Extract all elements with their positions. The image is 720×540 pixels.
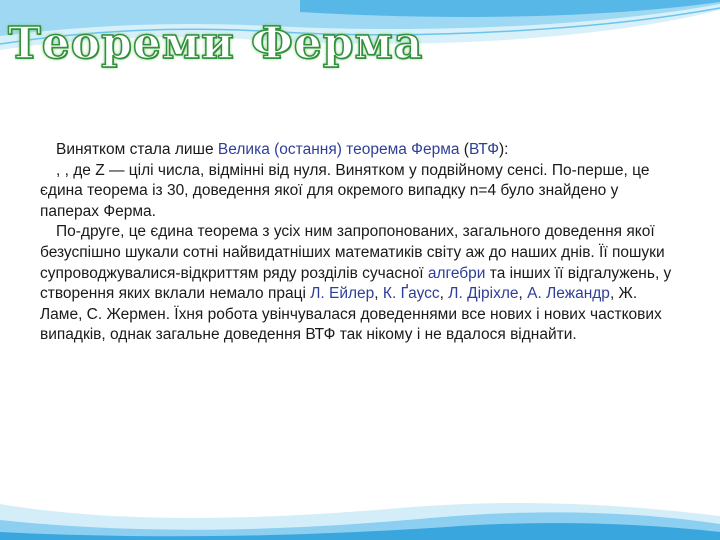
link-algebra[interactable]: алгебри [427, 264, 486, 282]
link-great-theorem[interactable]: Велика (остання) теорема Ферма [217, 141, 460, 158]
p1-text-2: ( [459, 141, 469, 158]
link-gauss[interactable]: К. Ґаусс [382, 285, 440, 303]
p2-text-1: По-друге, це єдина теорема з усіх ним запропонованих, загального доведення якої безуспішно шукали сотні найвидатніших математиків світу аж до наших днів. Її пошуки супроводжувалися-відкриттям ряду розділів сучасної [40, 223, 665, 282]
paragraph-1 [40, 140, 680, 222]
p2-text-3: , Ж. Ламе, С. Жермен. Їхня робота увінчувалася доведеннями все нових і нових часткових випадків, однак загальне доведення ВТФ так нікому і не вдалося віднайти. [40, 285, 662, 344]
paragraph-2 [40, 222, 680, 346]
p1-text-1: Винятком стала лише [56, 141, 218, 158]
link-euler[interactable]: Л. Ейлер [310, 285, 375, 303]
p2-text-2: та інших її відгалужень, у створення яких вклали немало праці [40, 264, 672, 303]
link-btf[interactable]: ВТФ [468, 141, 499, 158]
p2-sep-1: , [374, 285, 383, 303]
slide-title: Теореми Ферма [8, 18, 424, 69]
p2-sep-2: , [439, 285, 449, 303]
p1-text-3: ): [498, 141, 509, 158]
link-legendre[interactable]: А. Лежандр [527, 285, 610, 303]
slide-body [40, 140, 680, 346]
p2-sep-3: , [518, 285, 528, 303]
bottom-wave-decoration [0, 490, 720, 540]
link-dirichlet[interactable]: Л. Діріхле [448, 285, 519, 303]
p1-text-4: , , де Z — цілі числа, відмінні від нуля. Винятком у подвійному сенсі. По-перше, це єдина теорема із 30, доведення якої для окремого випадку n=4 було знайдено у паперах Ферма. [40, 161, 650, 220]
